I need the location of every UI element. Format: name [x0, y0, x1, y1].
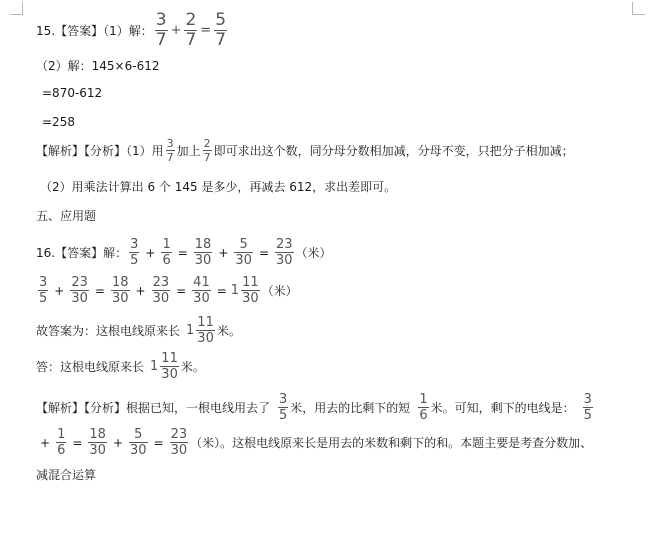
fraction	[88, 428, 107, 457]
q16-analysis-mid2: 米。可知，剩下的电线是：	[430, 401, 575, 415]
equals-sign: =	[177, 245, 188, 260]
q15-part2-expr: 145×6-612	[91, 58, 160, 73]
numerator: 18	[111, 275, 129, 290]
fraction	[278, 393, 288, 422]
q15-part2-label: （2）解：	[36, 59, 92, 73]
q16-analysis-line	[36, 393, 595, 422]
q15-step1	[42, 86, 102, 100]
denominator: 7	[185, 30, 197, 50]
q16-computation-line	[36, 276, 298, 305]
fraction	[129, 428, 148, 457]
q15-analysis-part2	[40, 178, 396, 195]
q16-analysis-line2-text: （米）。这根电线原来长是用去的米数和剩下的和。本题主要是考查分数加、	[190, 436, 593, 450]
denominator: 30	[193, 291, 210, 306]
page-corner-mark-right	[632, 2, 645, 15]
denominator: 7	[215, 30, 227, 50]
mixed-whole: 1	[230, 283, 240, 298]
numerator: 23	[170, 427, 188, 442]
numerator: 5	[134, 427, 143, 442]
q15-step2	[42, 115, 75, 129]
q15-analysis-part2-text: （2）用乘法计算出 6 个 145 是多少，再减去 612，求出差即可。	[40, 180, 397, 194]
denominator: 30	[235, 253, 252, 268]
fraction	[192, 276, 211, 305]
q15-step1-text: =870-612	[42, 86, 103, 100]
fraction	[170, 428, 189, 457]
unit-label: （米）	[261, 284, 298, 298]
numerator: 3	[39, 275, 48, 290]
page-corner-mark-left	[10, 2, 23, 15]
denominator: 5	[130, 253, 139, 268]
denominator: 30	[197, 331, 214, 346]
numerator: 41	[193, 275, 210, 290]
fraction	[583, 393, 593, 422]
numerator: 11	[197, 315, 214, 330]
equals-sign: =	[153, 435, 164, 450]
numerator: 5	[239, 237, 248, 252]
q15-analysis-line	[36, 138, 574, 163]
fraction	[161, 238, 171, 267]
equals-sign: =	[94, 283, 105, 298]
numerator: 2	[185, 10, 197, 30]
q16-conclusion-suffix: 米。	[216, 324, 241, 338]
q15-part2-line	[36, 57, 159, 74]
q15-answer-prefix: 15.【答案】（1）解：	[36, 24, 153, 38]
q16-reply-prefix: 答：这根电线原来长	[36, 360, 145, 374]
numerator: 3	[583, 392, 592, 407]
numerator: 23	[152, 275, 170, 290]
fraction	[275, 238, 294, 267]
mixed-whole: 1	[150, 359, 159, 374]
fraction	[70, 276, 89, 305]
fraction	[111, 276, 130, 305]
numerator: 1	[162, 237, 171, 252]
fraction	[418, 393, 428, 422]
q16-analysis-mid1: 米，用去的比剩下的短	[290, 401, 411, 415]
denominator: 30	[242, 291, 259, 306]
plus-sign: +	[112, 435, 124, 450]
denominator: 6	[419, 408, 428, 423]
denominator: 7	[155, 30, 167, 50]
denominator: 7	[203, 151, 211, 164]
fraction	[129, 238, 139, 267]
numerator: 3	[155, 10, 167, 30]
denominator: 30	[276, 253, 293, 268]
equals-sign: =	[200, 23, 212, 38]
numerator: 23	[71, 275, 88, 290]
denominator: 30	[130, 443, 147, 458]
q15-fraction-a	[155, 12, 168, 49]
plus-sign: +	[218, 245, 229, 260]
q15-step2-text: =258	[42, 115, 75, 129]
plus-sign: +	[40, 435, 51, 450]
section-title-text: 五、应用题	[36, 209, 97, 223]
q16-answer-line	[36, 238, 332, 267]
q16-analysis-prefix: 【解析】【分析】根据已知，一根电线用去了	[36, 401, 271, 415]
denominator: 30	[194, 253, 212, 268]
plus-sign: +	[170, 23, 182, 38]
section-title	[36, 207, 96, 224]
denominator: 5	[583, 408, 592, 423]
q15-answer-line	[36, 12, 229, 49]
fraction	[38, 276, 48, 305]
denominator: 6	[162, 253, 171, 268]
equals-sign: =	[216, 283, 227, 298]
denominator: 30	[152, 291, 170, 306]
plus-sign: +	[145, 245, 156, 260]
denominator: 7	[166, 151, 174, 164]
q15-analysis-fraction-2	[203, 138, 212, 163]
denominator: 30	[111, 291, 129, 306]
equals-sign: =	[258, 245, 269, 260]
q15-analysis-prefix: 【解析】【分析】（1）用	[36, 144, 164, 158]
denominator: 6	[57, 443, 66, 458]
q16-analysis-line-2	[36, 428, 592, 457]
numerator: 3	[279, 392, 288, 407]
q15-analysis-rest: 即可求出这个数，同分母分数相加减，分母不变，只把分子相加减；	[213, 144, 574, 158]
denominator: 5	[279, 408, 288, 423]
fraction	[56, 428, 66, 457]
q15-analysis-mid: 加上	[176, 144, 201, 158]
unit-label: （米）	[295, 246, 332, 260]
plus-sign: +	[135, 283, 146, 298]
numerator: 11	[161, 351, 178, 366]
denominator: 30	[71, 291, 88, 306]
equals-sign: =	[72, 435, 83, 450]
fraction	[194, 238, 213, 267]
numerator: 18	[194, 237, 212, 252]
fraction	[160, 352, 179, 381]
q15-analysis-fraction-1	[166, 138, 175, 163]
mixed-whole: 1	[186, 323, 195, 338]
numerator: 5	[215, 10, 227, 30]
numerator: 2	[203, 137, 211, 150]
q16-conclusion-line	[36, 316, 241, 345]
q15-fraction-c	[214, 12, 227, 49]
numerator: 3	[130, 237, 139, 252]
plus-sign: +	[54, 283, 65, 298]
denominator: 5	[39, 291, 48, 306]
denominator: 30	[161, 367, 178, 382]
numerator: 1	[419, 392, 428, 407]
q16-analysis-line3-text: 减混合运算	[36, 468, 97, 482]
fraction	[152, 276, 171, 305]
denominator: 30	[170, 443, 188, 458]
q16-conclusion-prefix: 故答案为：这根电线原来长	[36, 324, 181, 338]
numerator: 18	[89, 427, 106, 442]
numerator: 11	[242, 275, 259, 290]
fraction	[234, 238, 253, 267]
q16-reply-line	[36, 352, 205, 381]
fraction	[241, 276, 260, 305]
numerator: 3	[166, 137, 174, 150]
q16-reply-suffix: 米。	[180, 360, 205, 374]
numerator: 1	[57, 427, 66, 442]
denominator: 30	[89, 443, 106, 458]
equals-sign: =	[176, 283, 187, 298]
fraction	[196, 316, 215, 345]
q16-analysis-line-3	[36, 466, 96, 483]
q16-answer-prefix: 16.【答案】解：	[36, 246, 128, 260]
numerator: 23	[276, 237, 293, 252]
q15-fraction-b	[184, 12, 197, 49]
